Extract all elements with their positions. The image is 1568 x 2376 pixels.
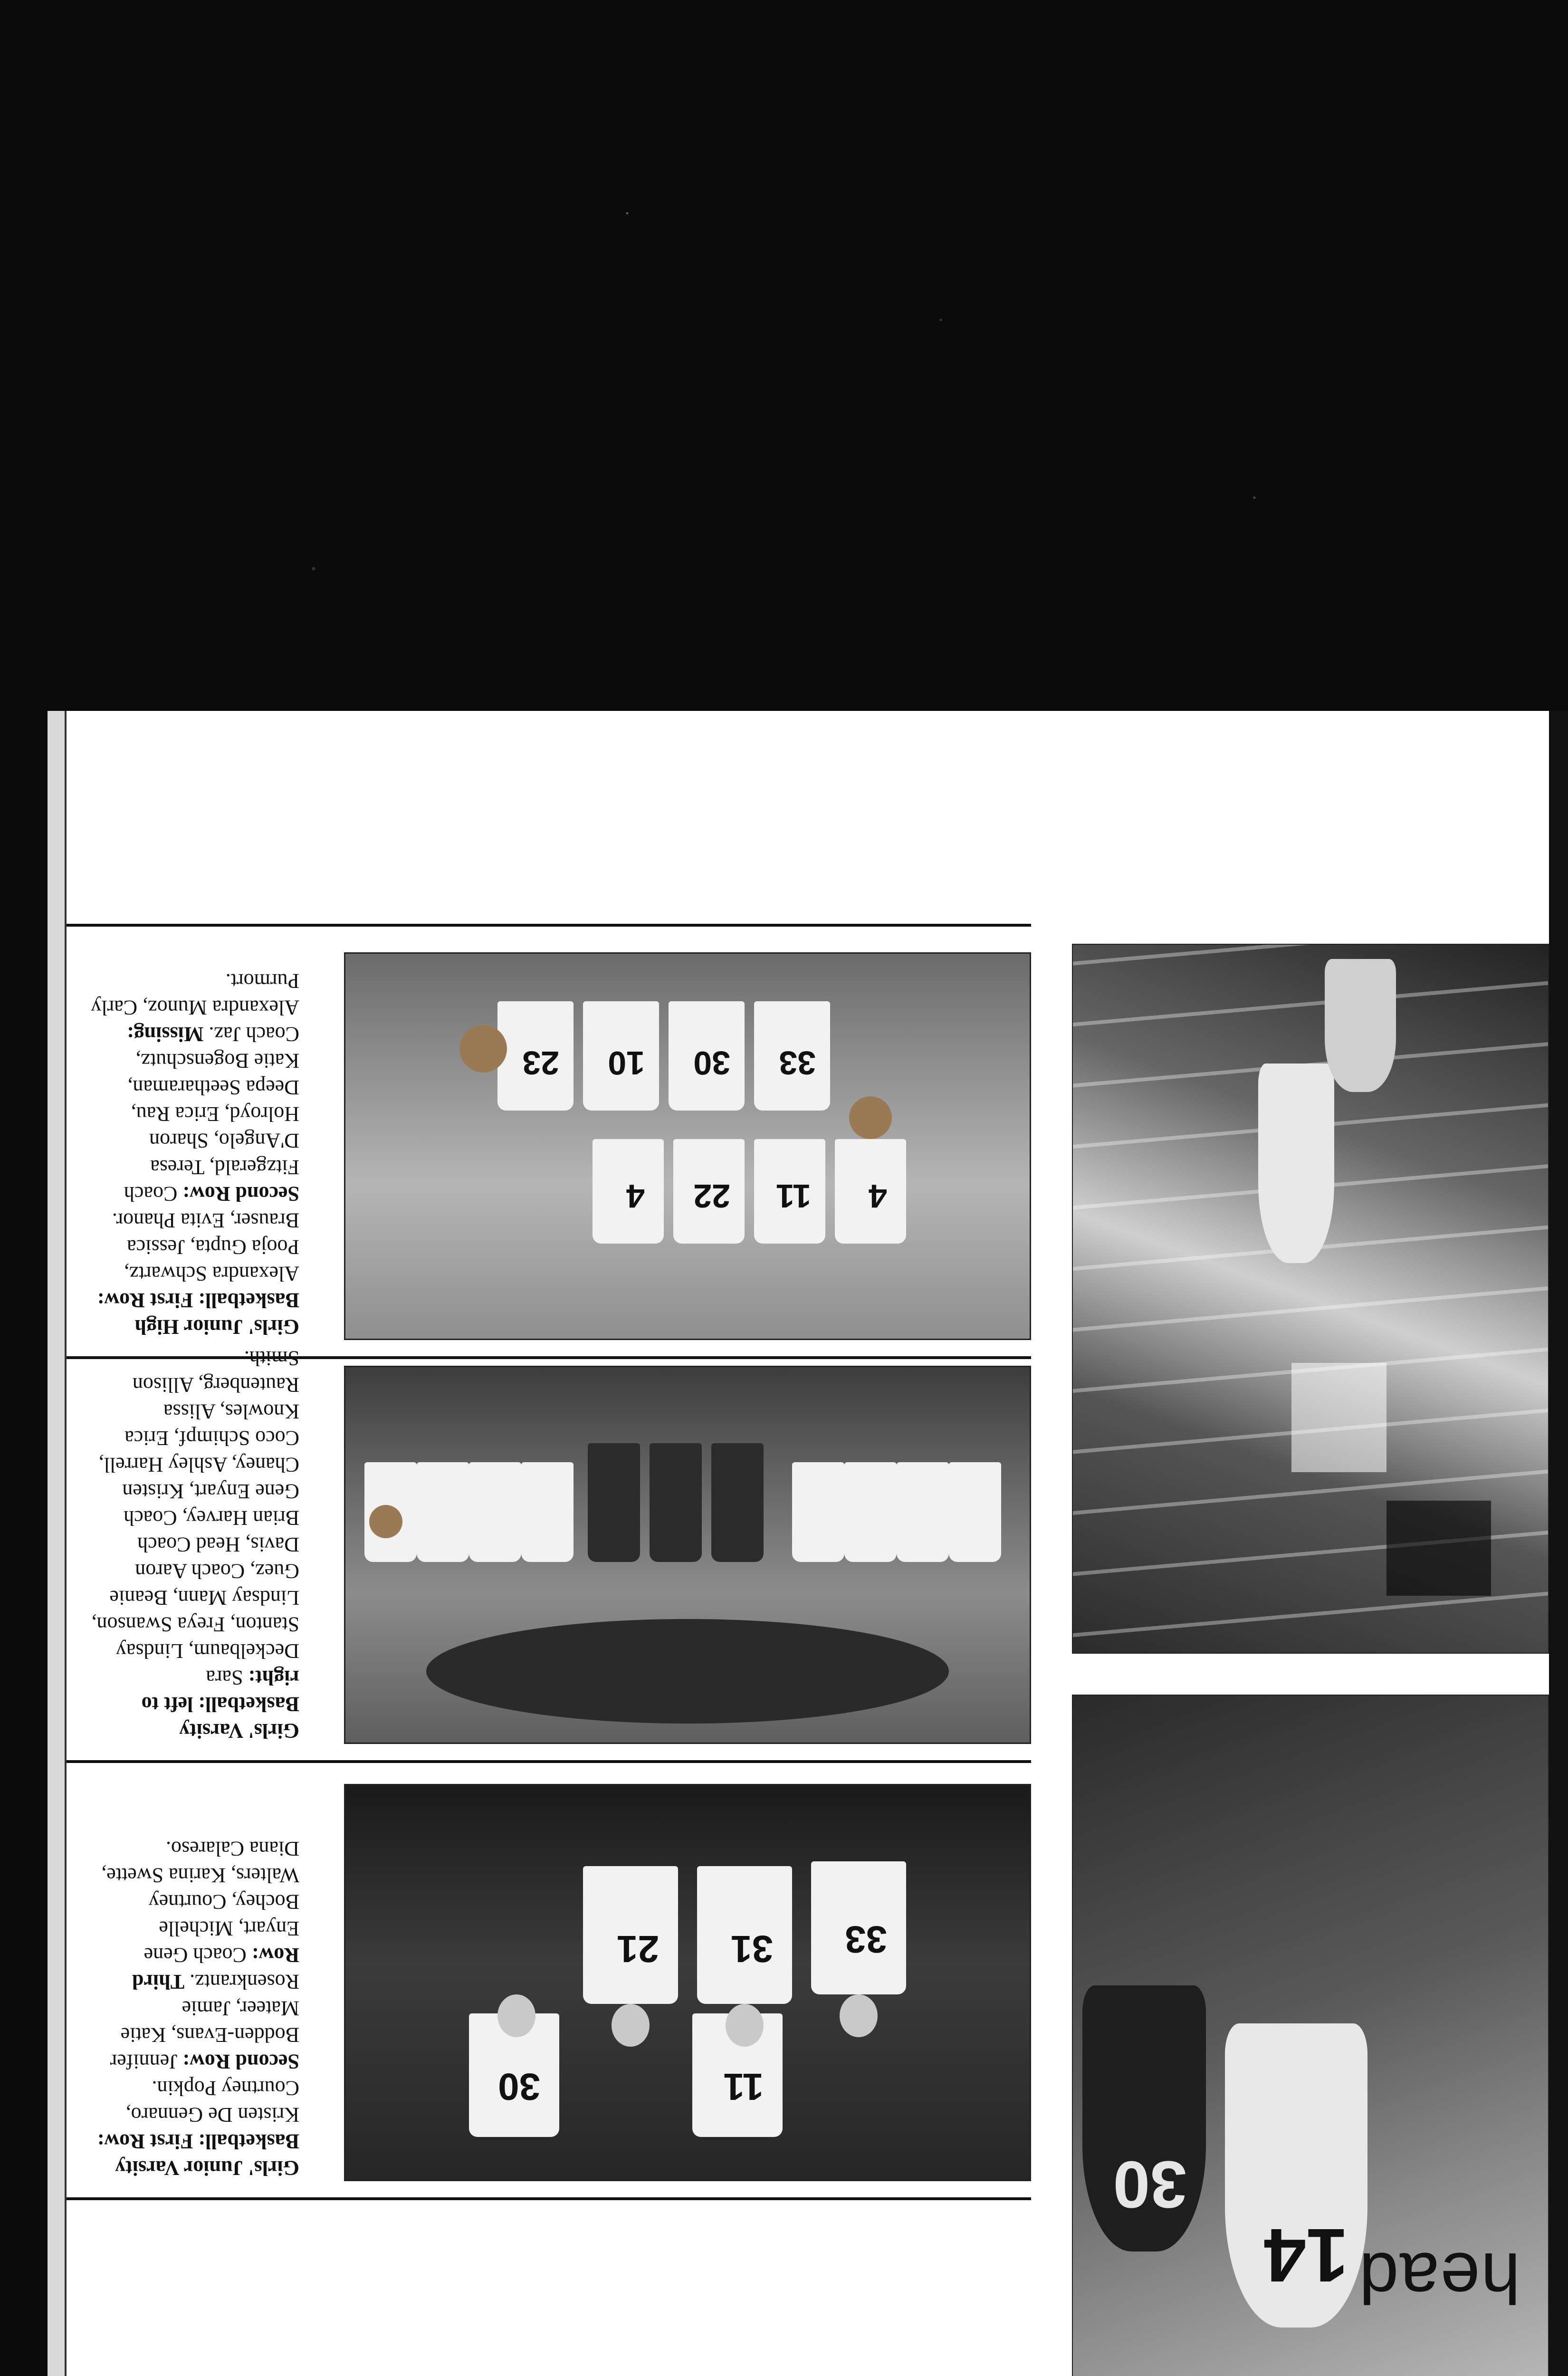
uniform	[417, 1462, 469, 1562]
varsity-block	[67, 1347, 1031, 1758]
uniform	[469, 1462, 521, 1562]
varsity-order-label: left to right:	[141, 1666, 299, 1716]
jv-row2-names: Jennifer Bodden-Evans, Katie Mateer, Jamie Rosenkrantz.	[110, 1970, 299, 2073]
uniform	[844, 1462, 897, 1562]
jersey-number: 11	[723, 2066, 764, 2108]
jh-missing-names: Alexandra Munoz, Carly Purmort.	[91, 969, 299, 1019]
jersey-number: 11	[776, 1178, 811, 1215]
gym-window	[1291, 1363, 1386, 1472]
jh-row2-names: Coach Fitzgerald, Teresa D'Angelo, Sharon Holroyd, Erica Rau, Deepa Seetharaman, Katie Bogenschutz, Coach Jaz.	[124, 1023, 299, 1206]
basketball	[849, 1096, 892, 1139]
player-head	[497, 1994, 535, 2037]
player-jumping	[1258, 1063, 1334, 1263]
jersey-number: 22	[693, 1178, 730, 1215]
varsity-names: Sara Deckelbaum, Lindsay Stanton, Freya Swanson, Lindsay Mann, Beanie Guez, Coach Aaron Davis, Head Coach Brian Harvey, Coach Gene Enyart, Kristen Chaney, Ashley Harrell, Coco Schimpf, Erica Knowles, Alissa Rautenberg, Allison Smith.	[91, 1347, 299, 1689]
jersey-number: 10	[608, 1044, 645, 1082]
varsity-caption	[90, 1345, 299, 1744]
jersey-number: 33	[779, 1044, 816, 1082]
jv-caption	[90, 1835, 299, 2181]
jersey-number: 33	[845, 1918, 887, 1961]
basketball	[369, 1505, 402, 1538]
player-head	[612, 2004, 650, 2047]
jv-row2-label: Second Row:	[177, 2050, 299, 2073]
coach-suit	[650, 1443, 702, 1562]
gym-scoreboard	[1386, 1501, 1491, 1596]
uniform	[792, 1462, 844, 1562]
jv-row3-names: Coach Gene Enyart, Michelle Bochey, Courtney Walters, Karina Swette, Diana Calareso.	[101, 1837, 299, 1967]
jersey-number: 31	[731, 1928, 773, 1970]
jv-caption-title: Girls' Junior Varsity Basketball:	[115, 2130, 299, 2180]
jh-missing-label: Missing:	[127, 1023, 204, 1046]
coach-suit	[711, 1443, 764, 1562]
jersey-number: 30	[693, 1044, 730, 1082]
coach-suit	[588, 1443, 640, 1562]
jv-row3-label: Third Row:	[132, 1944, 299, 1993]
uniform	[949, 1462, 1001, 1562]
scan-border-left	[1549, 711, 1568, 2376]
jv-block	[67, 1768, 1031, 2195]
page-heading-fragment: head	[1358, 2238, 1520, 2318]
jh-row1-label: First Row:	[97, 1289, 193, 1312]
jersey-number: 23	[522, 1044, 559, 1082]
jersey-number: 30	[498, 2066, 540, 2108]
scan-border-right	[0, 711, 48, 2376]
jv-row1-label: First Row:	[97, 2130, 193, 2153]
jersey-number: 4	[869, 1178, 887, 1215]
page-binding-edge	[46, 711, 67, 2376]
jh-caption	[90, 968, 299, 1340]
jh-row1-names: Alexandra Schwartz, Pooja Gupta, Jessica Brauser, Evita Phanor.	[112, 1209, 299, 1285]
junior-high-block	[67, 931, 1031, 1354]
jersey-number: 4	[626, 1178, 645, 1215]
jv-row1-names: Kristen De Gennaro, Courtney Popkin.	[125, 2077, 299, 2127]
action-photo-court	[1072, 944, 1549, 1654]
varsity-caption-title: Girls' Varsity Basketball:	[179, 1693, 299, 1743]
uniform	[521, 1462, 574, 1562]
player-head	[840, 1994, 878, 2037]
jersey-number: 14	[1264, 2213, 1348, 2298]
jh-team-photo	[344, 952, 1031, 1340]
divider-rule	[67, 2197, 1031, 2200]
scanner-background-band	[0, 0, 1568, 711]
divider-rule	[67, 1760, 1031, 1763]
player-head	[726, 2004, 764, 2047]
basketball	[459, 1025, 507, 1073]
player-running	[1325, 959, 1396, 1092]
varsity-team-photo	[344, 1366, 1031, 1744]
center-court-circle	[426, 1619, 949, 1724]
jh-caption-title: Girls' Junior High Basketball:	[134, 1289, 299, 1339]
divider-rule	[67, 924, 1031, 927]
jv-team-photo	[344, 1784, 1031, 2181]
uniform	[897, 1462, 949, 1562]
jersey-number: 21	[617, 1928, 659, 1970]
jersey-number: 30	[1113, 2147, 1187, 2222]
jh-row2-label: Second Row:	[177, 1182, 299, 1206]
